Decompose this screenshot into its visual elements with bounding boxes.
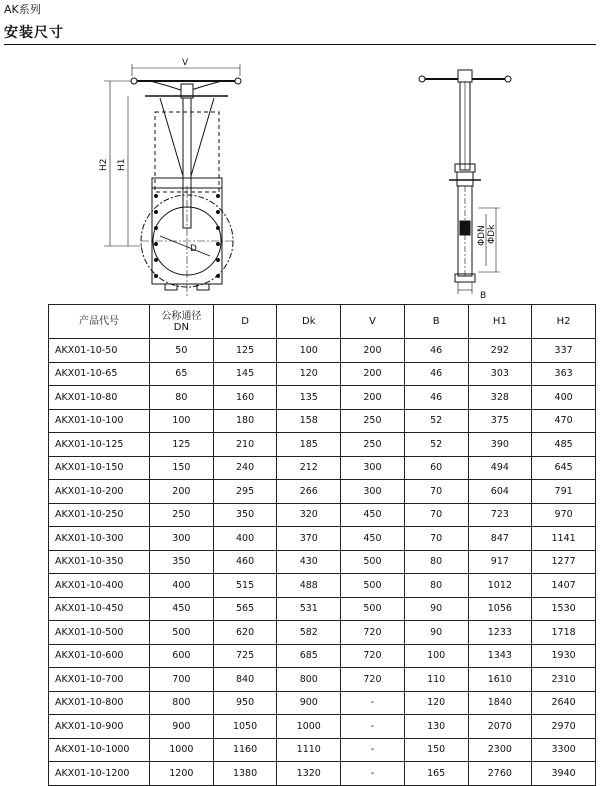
table-cell: 100 xyxy=(150,409,214,433)
table-cell: 485 xyxy=(532,433,596,457)
table-cell: 1380 xyxy=(213,762,277,786)
table-cell: 212 xyxy=(277,456,341,480)
table-cell: 160 xyxy=(213,386,277,410)
table-cell: 250 xyxy=(341,409,405,433)
table-cell: 600 xyxy=(150,644,214,668)
table-cell: AKX01-10-1200 xyxy=(49,762,150,786)
table-cell: 125 xyxy=(213,339,277,363)
table-cell: 150 xyxy=(150,456,214,480)
table-cell: 2310 xyxy=(532,668,596,692)
column-header: B xyxy=(404,305,468,339)
table-cell: 150 xyxy=(404,738,468,762)
table-cell: - xyxy=(341,762,405,786)
table-cell: 250 xyxy=(341,433,405,457)
table-cell: 450 xyxy=(150,597,214,621)
table-cell: 620 xyxy=(213,621,277,645)
table-cell: 1141 xyxy=(532,527,596,551)
table-cell: AKX01-10-250 xyxy=(49,503,150,527)
table-cell: 2760 xyxy=(468,762,532,786)
table-row xyxy=(49,597,596,621)
table-cell: 180 xyxy=(213,409,277,433)
table-cell: 900 xyxy=(277,691,341,715)
table-cell: 1407 xyxy=(532,574,596,598)
table-cell: 65 xyxy=(150,362,214,386)
table-cell: AKX01-10-80 xyxy=(49,386,150,410)
table-cell: 292 xyxy=(468,339,532,363)
table-cell: 200 xyxy=(341,362,405,386)
table-cell: 1343 xyxy=(468,644,532,668)
table-cell: AKX01-10-125 xyxy=(49,433,150,457)
column-header: 公称通径 DN xyxy=(150,305,214,339)
table-row xyxy=(49,715,596,739)
table-cell: AKX01-10-300 xyxy=(49,527,150,551)
table-cell: 470 xyxy=(532,409,596,433)
table-row xyxy=(49,644,596,668)
table-cell: AKX01-10-400 xyxy=(49,574,150,598)
table-row xyxy=(49,480,596,504)
table-cell: 791 xyxy=(532,480,596,504)
table-cell: 266 xyxy=(277,480,341,504)
table-cell: AKX01-10-100 xyxy=(49,409,150,433)
table-cell: 1056 xyxy=(468,597,532,621)
table-cell: 1840 xyxy=(468,691,532,715)
table-row xyxy=(49,386,596,410)
table-cell: - xyxy=(341,715,405,739)
table-cell: 2640 xyxy=(532,691,596,715)
table-cell: 950 xyxy=(213,691,277,715)
table-cell: 200 xyxy=(341,386,405,410)
table-cell: AKX01-10-700 xyxy=(49,668,150,692)
table-cell: 582 xyxy=(277,621,341,645)
table-cell: AKX01-10-350 xyxy=(49,550,150,574)
table-row xyxy=(49,621,596,645)
table-cell: AKX01-10-1000 xyxy=(49,738,150,762)
table-cell: 300 xyxy=(150,527,214,551)
table-cell: 1012 xyxy=(468,574,532,598)
table-row xyxy=(49,550,596,574)
table-cell: 145 xyxy=(213,362,277,386)
table-cell: 400 xyxy=(150,574,214,598)
table-cell: 370 xyxy=(277,527,341,551)
table-cell: 46 xyxy=(404,339,468,363)
table-row xyxy=(49,339,596,363)
dim-dk-label: ΦDk xyxy=(487,224,497,244)
table-cell: 400 xyxy=(532,386,596,410)
column-header: H2 xyxy=(532,305,596,339)
table-cell: AKX01-10-800 xyxy=(49,691,150,715)
table-cell: 303 xyxy=(468,362,532,386)
table-cell: 450 xyxy=(341,503,405,527)
table-cell: 50 xyxy=(150,339,214,363)
table-cell: 725 xyxy=(213,644,277,668)
table-cell: 46 xyxy=(404,386,468,410)
table-cell: 60 xyxy=(404,456,468,480)
table-cell: 200 xyxy=(341,339,405,363)
table-cell: 500 xyxy=(341,550,405,574)
column-header: H1 xyxy=(468,305,532,339)
table-cell: AKX01-10-50 xyxy=(49,339,150,363)
table-cell: 158 xyxy=(277,409,341,433)
table-cell: 250 xyxy=(150,503,214,527)
table-row xyxy=(49,409,596,433)
table-cell: 400 xyxy=(213,527,277,551)
dim-b-label: B xyxy=(480,291,487,301)
side-view xyxy=(419,70,511,294)
table-cell: 840 xyxy=(213,668,277,692)
table-cell: 1000 xyxy=(277,715,341,739)
table-cell: 363 xyxy=(532,362,596,386)
table-cell: 100 xyxy=(277,339,341,363)
table-cell: 685 xyxy=(277,644,341,668)
table-row xyxy=(49,738,596,762)
table-cell: AKX01-10-500 xyxy=(49,621,150,645)
dim-v-label: V xyxy=(182,58,189,68)
table-cell: 847 xyxy=(468,527,532,551)
series-label: AK系列 xyxy=(4,3,41,16)
table-cell: 1320 xyxy=(277,762,341,786)
table-cell: 1200 xyxy=(150,762,214,786)
table-cell: 460 xyxy=(213,550,277,574)
table-cell: 3940 xyxy=(532,762,596,786)
table-cell: 917 xyxy=(468,550,532,574)
table-cell: 70 xyxy=(404,503,468,527)
table-row xyxy=(49,362,596,386)
valve-drawing xyxy=(0,46,600,302)
table-row xyxy=(49,503,596,527)
table-cell: 488 xyxy=(277,574,341,598)
column-header: Dk xyxy=(277,305,341,339)
table-cell: 1000 xyxy=(150,738,214,762)
table-cell: 1277 xyxy=(532,550,596,574)
table-cell: 90 xyxy=(404,621,468,645)
table-cell: 165 xyxy=(404,762,468,786)
table-header-row xyxy=(49,305,596,339)
table-cell: 1530 xyxy=(532,597,596,621)
table-cell: AKX01-10-450 xyxy=(49,597,150,621)
table-cell: 2970 xyxy=(532,715,596,739)
table-cell: 2070 xyxy=(468,715,532,739)
table-cell: 70 xyxy=(404,480,468,504)
dimension-table xyxy=(48,304,596,786)
table-cell: 515 xyxy=(213,574,277,598)
table-row xyxy=(49,433,596,457)
table-cell: 1930 xyxy=(532,644,596,668)
table-cell: 80 xyxy=(404,550,468,574)
table-cell: 210 xyxy=(213,433,277,457)
table-cell: 125 xyxy=(150,433,214,457)
table-cell: 500 xyxy=(150,621,214,645)
table-cell: 2300 xyxy=(468,738,532,762)
table-row xyxy=(49,691,596,715)
table-cell: 1110 xyxy=(277,738,341,762)
table-cell: 328 xyxy=(468,386,532,410)
dim-h1-label: H1 xyxy=(117,158,127,171)
table-cell: 350 xyxy=(150,550,214,574)
table-row xyxy=(49,456,596,480)
table-cell: 240 xyxy=(213,456,277,480)
table-cell: 700 xyxy=(150,668,214,692)
table-cell: 1718 xyxy=(532,621,596,645)
column-header: 产品代号 xyxy=(49,305,150,339)
table-row xyxy=(49,574,596,598)
front-view xyxy=(104,64,241,296)
table-cell: AKX01-10-200 xyxy=(49,480,150,504)
table-cell: 80 xyxy=(404,574,468,598)
table-cell: 130 xyxy=(404,715,468,739)
table-cell: 185 xyxy=(277,433,341,457)
table-cell: 300 xyxy=(341,480,405,504)
table-cell: 720 xyxy=(341,621,405,645)
table-cell: 375 xyxy=(468,409,532,433)
table-cell: 645 xyxy=(532,456,596,480)
table-cell: 80 xyxy=(150,386,214,410)
section-title: 安装尺寸 xyxy=(4,25,64,41)
table-cell: 800 xyxy=(277,668,341,692)
table-cell: 723 xyxy=(468,503,532,527)
table-cell: 46 xyxy=(404,362,468,386)
table-cell: 1233 xyxy=(468,621,532,645)
table-cell: 720 xyxy=(341,668,405,692)
table-cell: AKX01-10-150 xyxy=(49,456,150,480)
table-row xyxy=(49,668,596,692)
table-cell: 1050 xyxy=(213,715,277,739)
dim-dn-label: ΦDN xyxy=(477,225,487,246)
table-cell: 970 xyxy=(532,503,596,527)
table-cell: 1610 xyxy=(468,668,532,692)
dim-h2-label: H2 xyxy=(99,158,109,171)
table-cell: 100 xyxy=(404,644,468,668)
table-cell: AKX01-10-600 xyxy=(49,644,150,668)
table-row xyxy=(49,527,596,551)
table-cell: 531 xyxy=(277,597,341,621)
table-cell: 800 xyxy=(150,691,214,715)
table-cell: 1160 xyxy=(213,738,277,762)
table-cell: 390 xyxy=(468,433,532,457)
table-cell: 337 xyxy=(532,339,596,363)
table-cell: 295 xyxy=(213,480,277,504)
table-cell: 120 xyxy=(277,362,341,386)
table-cell: 320 xyxy=(277,503,341,527)
table-cell: 494 xyxy=(468,456,532,480)
table-cell: 120 xyxy=(404,691,468,715)
table-cell: 3300 xyxy=(532,738,596,762)
table-cell: AKX01-10-65 xyxy=(49,362,150,386)
column-header: V xyxy=(341,305,405,339)
table-cell: 200 xyxy=(150,480,214,504)
table-cell: AKX01-10-900 xyxy=(49,715,150,739)
table-cell: 70 xyxy=(404,527,468,551)
table-row xyxy=(49,762,596,786)
table-cell: 500 xyxy=(341,574,405,598)
table-cell: 52 xyxy=(404,409,468,433)
table-cell: 450 xyxy=(341,527,405,551)
table-cell: 565 xyxy=(213,597,277,621)
column-header: D xyxy=(213,305,277,339)
table-cell: 90 xyxy=(404,597,468,621)
table-cell: 350 xyxy=(213,503,277,527)
table-cell: 430 xyxy=(277,550,341,574)
table-cell: 900 xyxy=(150,715,214,739)
table-cell: 720 xyxy=(341,644,405,668)
table-cell: 110 xyxy=(404,668,468,692)
table-cell: 52 xyxy=(404,433,468,457)
table-cell: 500 xyxy=(341,597,405,621)
dim-d-label: D xyxy=(190,244,197,254)
table-cell: 604 xyxy=(468,480,532,504)
table-cell: - xyxy=(341,691,405,715)
header-divider xyxy=(4,44,596,45)
table-cell: 135 xyxy=(277,386,341,410)
table-cell: 300 xyxy=(341,456,405,480)
table-cell: - xyxy=(341,738,405,762)
